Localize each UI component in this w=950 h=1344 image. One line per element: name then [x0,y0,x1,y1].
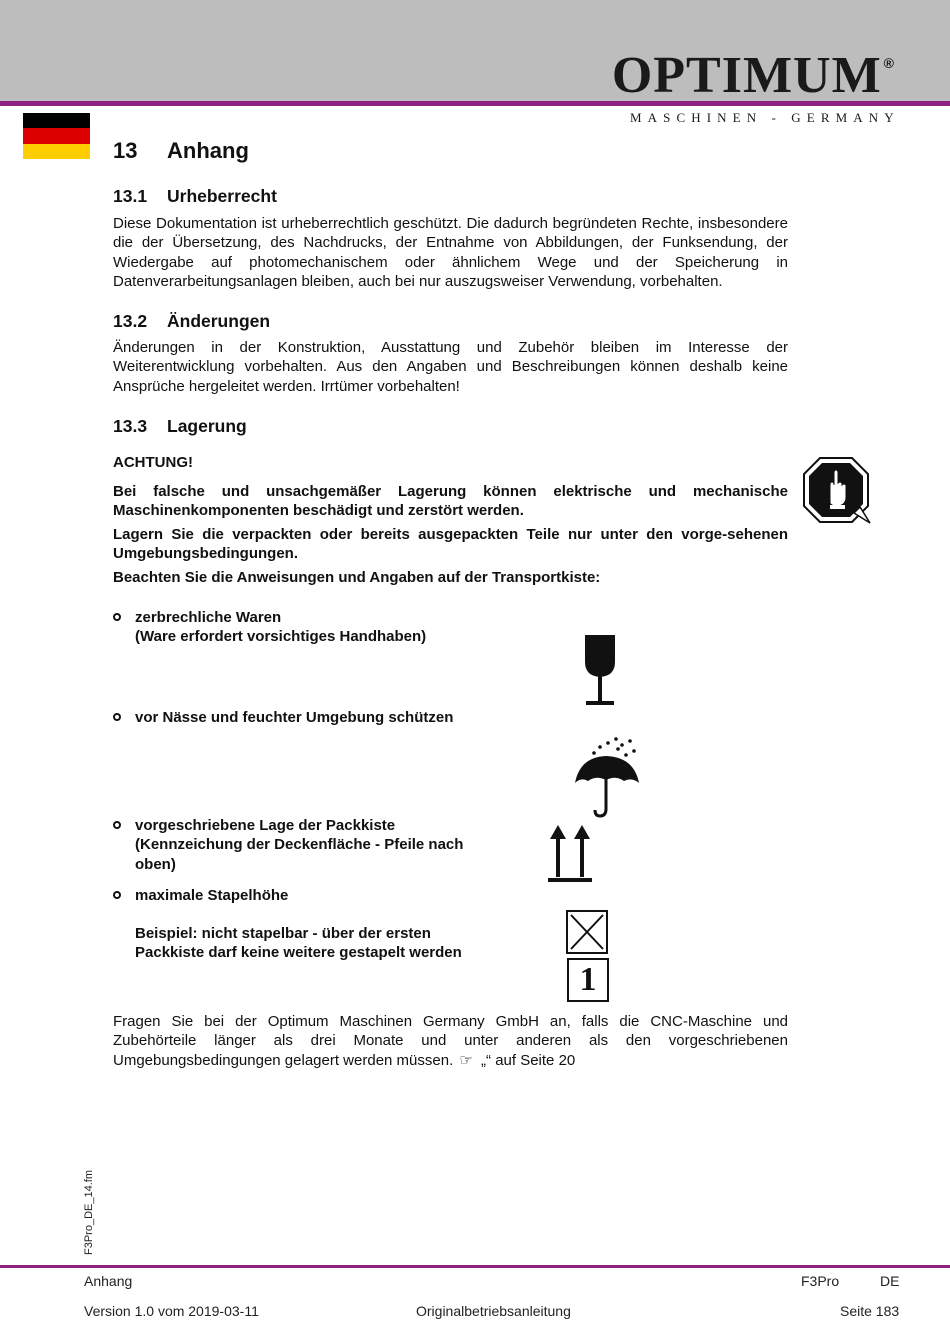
brand-subtitle: MASCHINEN - GERMANY [630,110,900,125]
footer-product: F3Pro [801,1273,840,1289]
brand-name: OPTIMUM [611,47,882,104]
section-heading-copyright [113,186,277,207]
footer-document-type: Originalbetriebsanleitung [416,1303,571,1319]
section-title: Urheberrecht [167,186,277,206]
registered-mark: ® [883,55,895,71]
stack-limit-icon [565,909,609,1003]
source-file-label: F3Pro_DE_14.fm [83,1170,95,1255]
storage-closing-text [113,1012,788,1070]
bullet-fragile [113,608,426,647]
warning-label: ACHTUNG! [113,454,193,471]
closing-text: Fragen Sie bei der Optimum Maschinen Germany GmbH an, falls die CNC-Maschine und Zubehörteile länger als drei Monate und unter anderen als den vorgeschriebenen Umgebungsbedingungen gelagert werden müssen. [113,1013,788,1069]
chapter-number: 13 [113,138,138,163]
bullet-marker [113,613,121,621]
section-number: 13.3 [113,416,148,436]
stop-hand-warning-icon [800,455,872,525]
chapter-title: Anhang [167,138,249,163]
bullet-line: (Ware erfordert vorsichtiges Handhaben) [135,628,427,646]
warning-text-2: Lagern Sie die verpackten oder bereits ausgepackten Teile nur unter den vorge-sehenen Umgebungsbedingungen. [113,526,788,563]
umbrella-rain-icon [572,733,642,819]
no-stack-box-icon [565,909,609,955]
footer-language: DE [880,1273,900,1289]
chapter-heading [113,138,249,164]
changes-text: Änderungen in der Konstruktion, Ausstattung und Zubehör bleiben im Interesse der Weiterentwicklung vorbehalten. Aus den Angaben und Beschreibungen können deshalb keine Ansprüche hergeleitet werden. Irrtümer vorbehalten! [113,339,788,395]
section-number: 13.2 [113,311,148,331]
warning-text-3: Beachten Sie die Anweisungen und Angaben auf der Transportkiste: [113,569,601,586]
footer-page-number: Seite 183 [840,1303,900,1319]
footer-chapter: Anhang [84,1273,133,1289]
section-title: Lagerung [167,416,247,436]
bullet-line: vorgeschriebene Lage der Packkiste [135,817,396,834]
stack-count-box: 1 [567,958,609,1002]
german-flag-icon [23,113,90,159]
warning-text-1: Bei falsche und unsachgemäßer Lagerung können elektrische und mechanische Maschinenkomponenten beschädigt und zerstört werden. [113,483,788,520]
brand-logo [611,47,895,104]
bullet-marker [113,821,121,829]
fragile-glass-icon [580,632,620,708]
bullet-line: Beispiel: nicht stapelbar - über der ersten [135,925,431,942]
footer-version: Version 1.0 vom 2019-03-11 [84,1303,259,1319]
section-number: 13.1 [113,186,148,206]
bullet-line: vor Nässe und feuchter Umgebung schützen [135,709,454,726]
bullet-line: oben) [135,855,176,873]
bullet-line: (Kennzeichung der Deckenfläche - Pfeile nach [135,836,464,854]
bullet-line: zerbrechliche Waren [135,609,282,626]
footer-divider [0,1265,950,1268]
cross-reference-link[interactable]: „“ auf Seite 20 [481,1051,576,1069]
section-heading-changes [113,311,270,332]
this-way-up-arrows-icon [546,823,594,885]
bullet-marker [113,713,121,721]
bullet-keep-dry [113,708,453,727]
bullet-this-way-up [113,816,463,874]
section-heading-storage [113,416,247,437]
bullet-line: maximale Stapelhöhe [135,887,289,904]
bullet-marker [113,891,121,899]
section-title: Änderungen [167,311,271,331]
copyright-text: Diese Dokumentation ist urheberrechtlich geschützt. Die dadurch begründeten Rechte, insbesondere die der Übersetzung, des Nachdrucks, der Entnahme von Abbildungen, der Funksendung, der Wiedergabe auf photomechanischem oder ähnlichem Wege und der Speicherung in Datenverarbeitungsanlagen bleiben, auch bei nur auszugsweiser Verwendung, vorbehalten. [113,215,788,291]
pointing-hand-icon: ☞ [459,1051,473,1069]
bullet-stack-height [113,886,288,905]
bullet-line: Packkiste darf keine weitere gestapelt werden [135,944,462,962]
stack-example [113,924,462,963]
